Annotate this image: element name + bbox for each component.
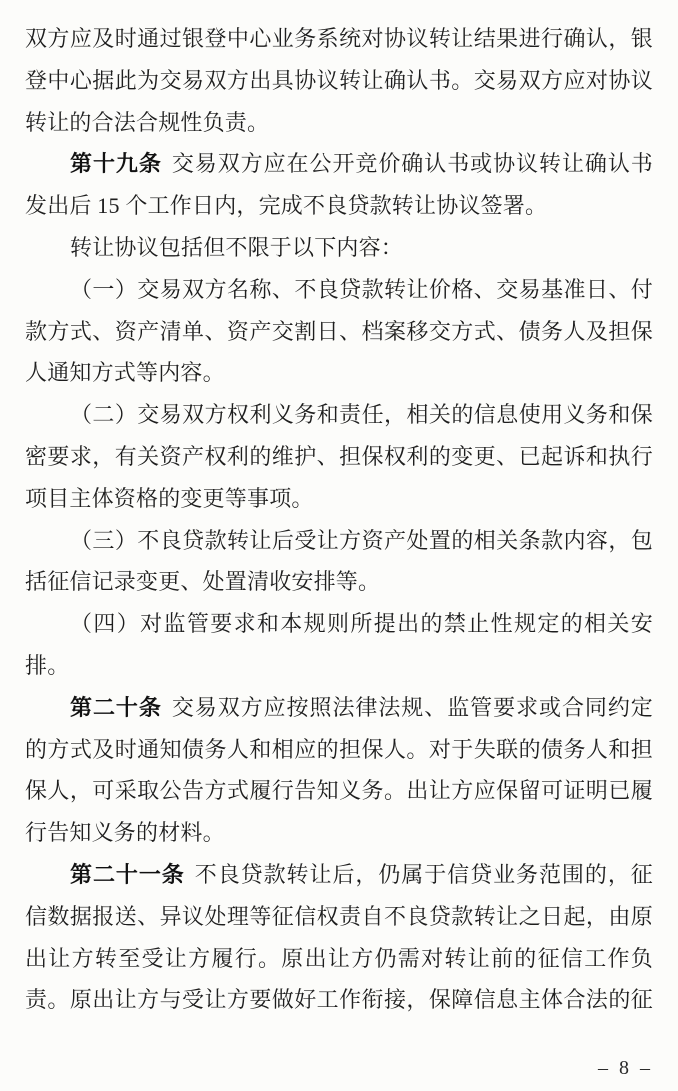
paragraph-item-4 bbox=[25, 603, 653, 687]
text-line: 保人，可采取公告方式履行告知义务。出让方应保留可证明已履 bbox=[25, 778, 653, 804]
article-19-heading: 第十九条 bbox=[70, 151, 162, 177]
paragraph-item-1 bbox=[25, 269, 653, 394]
paragraph-article-21 bbox=[25, 854, 653, 1021]
text-line: 信数据报送、异议处理等征信权责自不良贷款转让之日起，由原 bbox=[25, 903, 653, 929]
paragraph-item-2 bbox=[25, 394, 653, 519]
text-line: 双方应及时通过银登中心业务系统对协议转让结果进行确认，银 bbox=[25, 26, 653, 51]
text-line: 括征信记录变更、处置清收安排等。 bbox=[25, 569, 381, 595]
text-line: （四）对监管要求和本规则所提出的禁止性规定的相关安 bbox=[70, 611, 653, 637]
text-line: （一）交易双方名称、不良贷款转让价格、交易基准日、付 bbox=[70, 276, 653, 302]
text-line: 款方式、资产清单、资产交割日、档案移交方式、债务人及担保 bbox=[25, 318, 653, 344]
text-line: 项目主体资格的变更等事项。 bbox=[25, 485, 314, 511]
text-line bbox=[25, 687, 653, 729]
text-line: 的方式及时通知债务人和相应的担保人。对于失联的债务人和担 bbox=[25, 736, 653, 762]
paragraph bbox=[25, 18, 653, 143]
paragraph bbox=[25, 227, 653, 269]
text-line bbox=[25, 143, 653, 185]
text-line: （三）不良贷款转让后受让方资产处置的相关条款内容，包 bbox=[70, 527, 653, 553]
text-line: 转让的合法合规性负责。 bbox=[25, 109, 270, 135]
text-line: （二）交易双方权利义务和责任，相关的信息使用义务和保 bbox=[70, 402, 653, 428]
text-line bbox=[25, 854, 653, 896]
page-number: – 8 – bbox=[598, 1057, 653, 1079]
article-20-heading: 第二十条 bbox=[70, 694, 162, 720]
text-line: 责。原出让方与受让方要做好工作衔接，保障信息主体合法的征 bbox=[25, 987, 653, 1013]
text-run: 交易双方应在公开竞价确认书或协议转让确认书 bbox=[171, 151, 654, 177]
text-line: 人通知方式等内容。 bbox=[25, 360, 225, 386]
text-line: 排。 bbox=[25, 652, 70, 678]
paragraph-item-3 bbox=[25, 520, 653, 604]
document-text-block bbox=[25, 18, 653, 1021]
text-line: 发出后 15 个工作日内，完成不良贷款转让协议签署。 bbox=[25, 193, 548, 219]
text-run: 交易双方应按照法律法规、监管要求或合同约定 bbox=[171, 694, 654, 720]
article-21-heading: 第二十一条 bbox=[70, 861, 185, 887]
text-line: 登中心据此为交易双方出具协议转让确认书。交易双方应对协议 bbox=[25, 67, 653, 93]
paragraph-article-20 bbox=[25, 687, 653, 854]
text-line: 转让协议包括但不限于以下内容： bbox=[70, 234, 404, 260]
text-line: 密要求，有关资产权利的维护、担保权利的变更、已起诉和执行 bbox=[25, 443, 653, 469]
text-run: 不良贷款转让后，仍属于信贷业务范围的，征 bbox=[194, 861, 653, 887]
paragraph-article-19 bbox=[25, 143, 653, 227]
text-line: 行告知义务的材料。 bbox=[25, 820, 225, 846]
text-line: 出让方转至受让方履行。原出让方仍需对转让前的征信工作负 bbox=[25, 945, 653, 971]
